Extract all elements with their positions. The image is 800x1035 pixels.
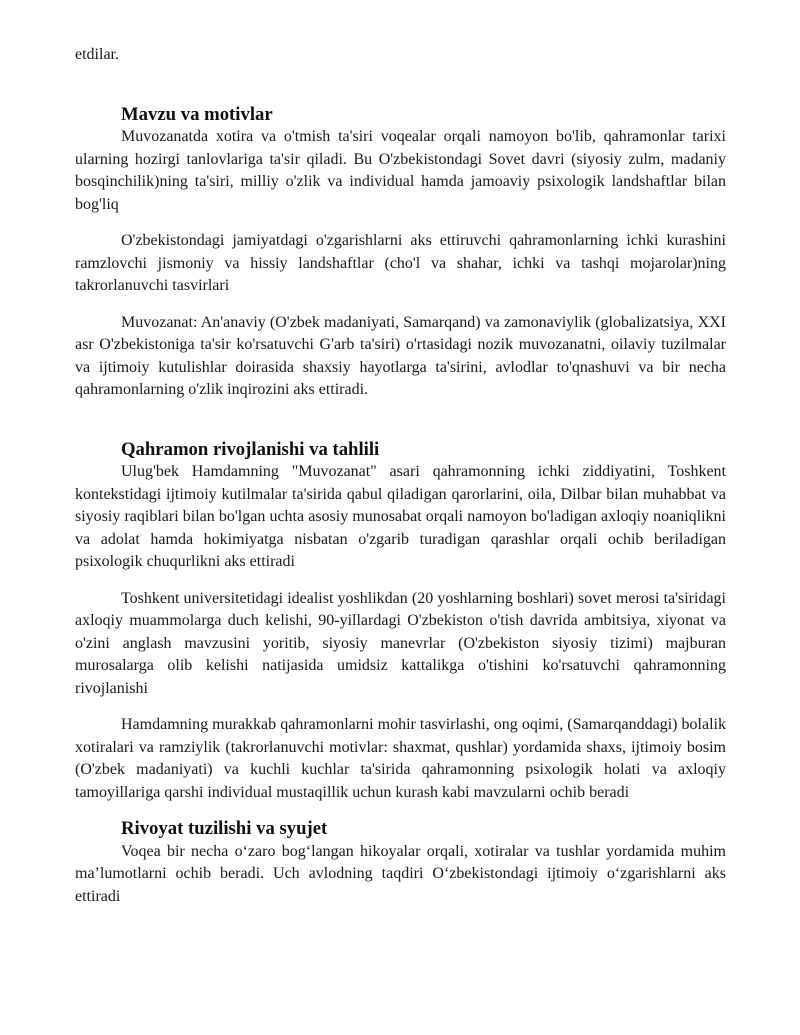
section-character <box>75 439 726 805</box>
paragraph: Hamdamning murakkab qahramonlarni mohir tasvirlashi, ong oqimi, (Samarqanddagi) bolalik xotiralari va ramziylik (takrorlanuvchi motivlar: shaxmat, qushlar) yordamida shaxs, ijtimoiy bosim (O'zbek madaniyati) va kuchli kuchlar ta'sirida qahramonning psixologik holati va axloqiy tamoyillariga qarshi individual mustaqillik uchun kurash kabi mavzularni ochib beradi <box>75 716 726 801</box>
section-narrative <box>75 818 726 908</box>
spacer <box>75 67 726 104</box>
document-page <box>75 44 726 908</box>
paragraph: Toshkent universitetidagi idealist yoshlikdan (20 yoshlarning boshlari) sovet merosi ta'siridagi axloqiy muammolarga duch kelishi, 90-yillardagi O'zbekiston o'tish davrida ambitsiya, xiyonat va o'zini anglash mavzusini yoritib, siyosiy manevrlar (O'zbekiston siyosiy tizimi) majburan murosalarga olib kelishi natijasida umidsiz kattalikga o'tishini ko'rsatuvchi qahramonning rivojlanishi <box>75 589 726 697</box>
spacer <box>75 804 726 818</box>
paragraph: Muvozanat: An'anaviy (O'zbek madaniyati, Samarqand) va zamonaviylik (globalizatsiya, XXI asr O'zbekistoniga ta'sir ko'rsatuvchi G'arb ta'siri) o'rtasidagi nozik muvozanatni, oilaviy tuzilmalar va ijtimoiy kutulishlar doirasida shaxsiy hayotlarga ta'sirini, avlodlar to'qnashuvi va bir necha qahramonlarning o'zlik inqirozini aks ettiradi. <box>75 313 726 398</box>
continued-text: etdilar. <box>75 46 119 63</box>
section-heading: Mavzu va motivlar <box>121 103 273 125</box>
section-themes <box>75 104 726 402</box>
spacer <box>75 298 726 312</box>
section-heading: Qahramon rivojlanishi va tahlili <box>121 438 380 460</box>
section-heading: Rivoyat tuzilishi va syujet <box>121 818 328 839</box>
spacer <box>75 574 726 588</box>
spacer <box>75 700 726 714</box>
paragraph: Ulug'bek Hamdamning "Muvozanat" asari qahramonning ichki ziddiyatini, Toshkent kontekstidagi ijtimoiy kutilmalar ta'sirida qabul qiladigan qarorlarini, oila, Dilbar bilan muhabbat va siyosiy raqiblari bilan bo'lgan uchta asosiy munosabat orqali namoyon bo'ladigan axloqiy noaniqlikni va adolat hamda hokimiyatga nisbatan o'zgarib turadigan qarashlar orqali ochib beriladigan psixologik chuqurlikni aks ettiradi <box>75 463 726 570</box>
spacer <box>75 216 726 230</box>
paragraph: O'zbekistondagi jamiyatdagi o'zgarishlarni aks ettiruvchi qahramonlarning ichki kurashini ramzlovchi jismoniy va hissiy landshaftlar (cho'l va shahar, ichki va tashqi mojarolar)ning takrorlanuvchi tasvirlari <box>75 232 726 294</box>
paragraph: Voqea bir necha o‘zaro bog‘langan hikoyalar orqali, xotiralar va tushlar yordamida muhim ma’lumotlarni ochib beradi. Uch avlodning taqdiri O‘zbekistondagi ijtimoiy o‘zgarishlarni aks ettiradi <box>75 842 726 905</box>
paragraph: Muvozanatda xotira va o'tmish ta'siri voqealar orqali namoyon bo'lib, qahramonlar tarixi ularning hozirgi tanlovlariga ta'sir qiladi. Bu O'zbekistondagi Sovet davri (siyosiy zulm, madaniy bosqinchilik)ning ta'siri, milliy o'zlik va individual hamda jamoaviy psixologik landshaftlar bilan bog'liq <box>75 128 726 213</box>
spacer <box>75 402 726 439</box>
